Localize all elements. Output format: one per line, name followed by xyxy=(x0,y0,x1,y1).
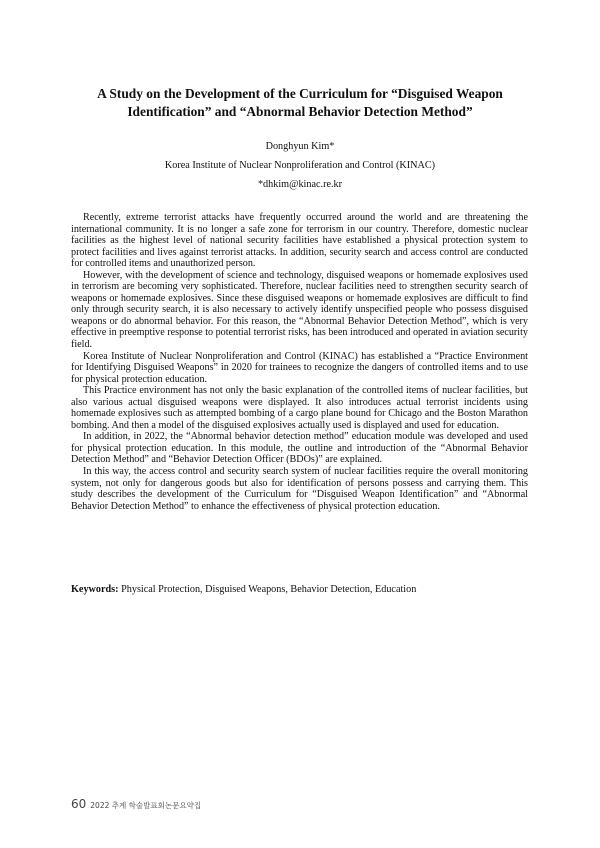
title-line-1: A Study on the Development of the Curriculum for “Disguised Weapon xyxy=(97,86,503,101)
page-number: 60 xyxy=(71,797,87,811)
abstract-body xyxy=(71,212,528,512)
author-email: *dhkim@kinac.re.kr xyxy=(257,179,343,190)
abstract-paragraph: Recently, extreme terrorist attacks have frequently occurred around the world and are threatening the international community. It is no longer a safe zone for terrorism in our country. Therefore, domestic nuclear facilities as the highest level of national security facilities have established a physical protection system to protect facilities and lives against terrorist attacks. In addition, security search and access control are conducted for controlled items and unauthorized person. xyxy=(71,212,528,270)
title-line-2: Identification” and “Abnormal Behavior Detection Method” xyxy=(127,104,473,119)
author-affiliation: Korea Institute of Nuclear Nonproliferation and Control (KINAC) xyxy=(164,160,436,171)
abstract-paragraph: Korea Institute of Nuclear Nonproliferation and Control (KINAC) has established a “Practice Environment for Identifying Disguised Weapons” in 2020 for trainees to recognize the dangers of controlled items and to use for physical protection education. xyxy=(71,350,528,385)
abstract-paragraph: However, with the development of science and technology, disguised weapons or homemade explosives used in terrorism are becoming very sophisticated. Therefore, nuclear facilities need to strengthen security search of weapons or homemade explosives. Since these disguised weapons or homemade explosives are difficult to find only through security search, it is also necessary to actively identify unspecified people who possess disguised weapons or do abnormal behavior. For this reason, the “Abnormal Behavior Detection Method”, which is very effective in preemptive response to potential terrorist risks, has been introduced and operated in aviation security field. xyxy=(71,269,528,351)
author-name: Donghyun Kim* xyxy=(265,141,335,152)
abstract-paragraph: In addition, in 2022, the “Abnormal behavior detection method” education module was developed and used for physical protection education. In this module, the outline and introduction of the “Abnormal Behavior Detection Method” and “Behavior Detection Officer (BDOs)” are explained. xyxy=(71,431,528,466)
keywords-text: Physical Protection, Disguised Weapons, Behavior Detection, Education xyxy=(121,584,417,595)
page-footer xyxy=(71,793,201,812)
abstract-paragraph: This Practice environment has not only the basic explanation of the controlled items of nuclear facilities, but also various actual disguised weapons were displayed. It also introduces actual terrorist incidents using homemade explosives such as attempted bombing of a cargo plane bound for Chicago and the Boston Marathon bombing. And then a model of the disguised explosives actually used is displayed and used for education. xyxy=(71,385,528,431)
keywords-label: Keywords: xyxy=(71,584,119,595)
footer-source: 2022 추계 학술발표회논문요약집 xyxy=(90,801,202,810)
paper-title xyxy=(60,85,540,121)
keywords-section xyxy=(71,584,528,595)
abstract-paragraph: In this way, the access control and security search system of nuclear facilities require the overall monitoring system, not only for dangerous goods but also for identification of persons possess and carrying them. This study describes the development of the Curriculum for “Disguised Weapon Identification” and “Abnormal Behavior Detection Method” to enhance the effectiveness of physical protection education. xyxy=(71,466,528,512)
